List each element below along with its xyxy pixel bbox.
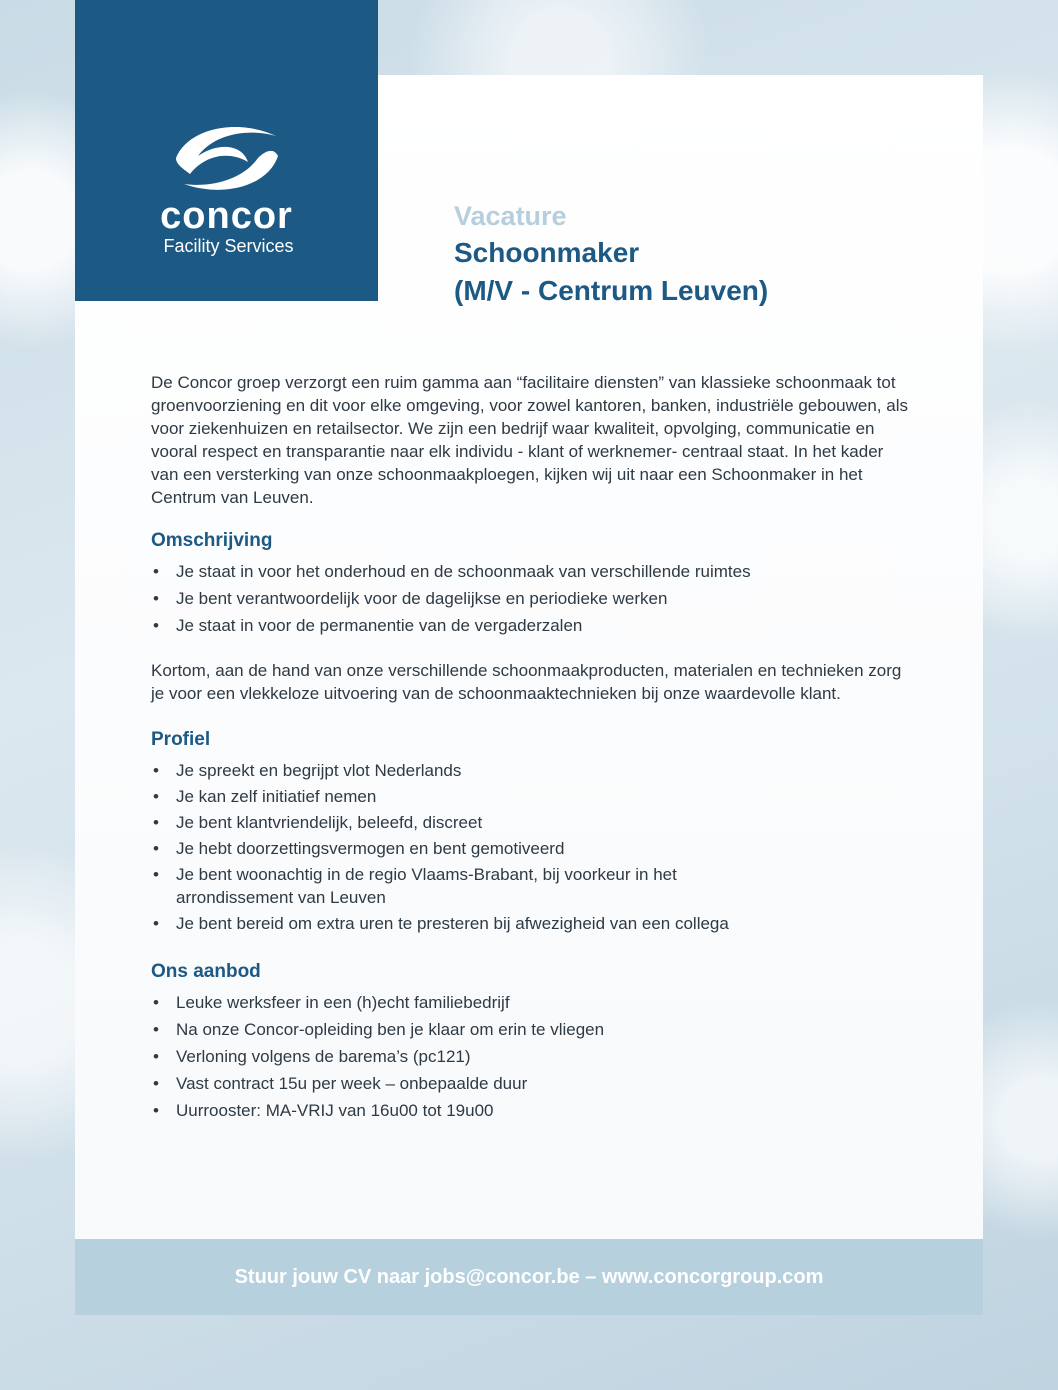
logo-subtitle: Facility Services — [163, 236, 294, 256]
logo-panel — [75, 0, 378, 301]
heading-kicker: Vacature — [454, 201, 567, 231]
job-title-line1: Schoonmaker — [454, 237, 640, 268]
concor-logo-icon — [168, 122, 286, 194]
list-item: • Leuke werksfeer in een (h)echt familiebedrijf — [151, 991, 911, 1014]
list-item: • Je kan zelf initiatief nemen — [151, 785, 911, 808]
aanbod-list — [151, 991, 911, 1122]
vacancy-content — [151, 371, 911, 1122]
list-item: • Je staat in voor de permanentie van de vergaderzalen — [151, 614, 911, 637]
list-item: • Je bent klantvriendelijk, beleefd, discreet — [151, 811, 911, 834]
omschrijving-list — [151, 560, 911, 637]
section-title-profiel: Profiel — [151, 729, 211, 750]
list-item: • Je spreekt en begrijpt vlot Nederlands — [151, 759, 911, 782]
footer-contact-text[interactable]: Stuur jouw CV naar jobs@concor.be – www.concorgroup.com — [234, 1265, 824, 1288]
intro-paragraph: De Concor groep verzorgt een ruim gamma aan “facilitaire diensten” van klassieke schoonmaak tot groenvoorziening en dit voor elke omgeving, voor zowel kantoren, banken, industriële gebouwen, als voor ziekenhuizen en retailsector. We zijn een bedrijf waar kwaliteit, opvolging, communicatie en vooral respect en transparantie naar elk individu - klant of werknemer- centraal staat. In het kader van een versterking van onze schoonmaakploegen, kijken wij uit naar een Schoonmaker in het Centrum van Leuven. — [151, 373, 908, 507]
job-title-line2: (M/V - Centrum Leuven) — [454, 275, 769, 306]
list-item: • Je bent bereid om extra uren te presteren bij afwezigheid van een collega — [151, 912, 911, 935]
logo-wordmark: concor — [160, 195, 293, 237]
list-item: • Je staat in voor het onderhoud en de schoonmaak van verschillende ruimtes — [151, 560, 911, 583]
section-title-aanbod: Ons aanbod — [151, 961, 261, 982]
omschrijving-paragraph: Kortom, aan de hand van onze verschillende schoonmaakproducten, materialen en technieken zorg je voor een vlekkeloze uitvoering van de schoonmaaktechnieken bij onze waardevolle klant. — [151, 661, 902, 703]
contact-footer — [75, 1239, 983, 1315]
section-title-omschrijving: Omschrijving — [151, 530, 273, 551]
page-heading — [454, 198, 768, 310]
profiel-list — [151, 759, 911, 935]
list-item: • Na onze Concor-opleiding ben je klaar om erin te vliegen — [151, 1018, 911, 1041]
list-item: • Uurrooster: MA-VRIJ van 16u00 tot 19u00 — [151, 1099, 911, 1122]
list-item: • Je bent woonachtig in de regio Vlaams-Brabant, bij voorkeur in het arrondissement van Leuven — [151, 863, 776, 909]
list-item: • Je bent verantwoordelijk voor de dagelijkse en periodieke werken — [151, 587, 911, 610]
list-item: • Verloning volgens de barema’s (pc121) — [151, 1045, 911, 1068]
list-item: • Je hebt doorzettingsvermogen en bent gemotiveerd — [151, 837, 911, 860]
list-item: • Vast contract 15u per week – onbepaalde duur — [151, 1072, 911, 1095]
